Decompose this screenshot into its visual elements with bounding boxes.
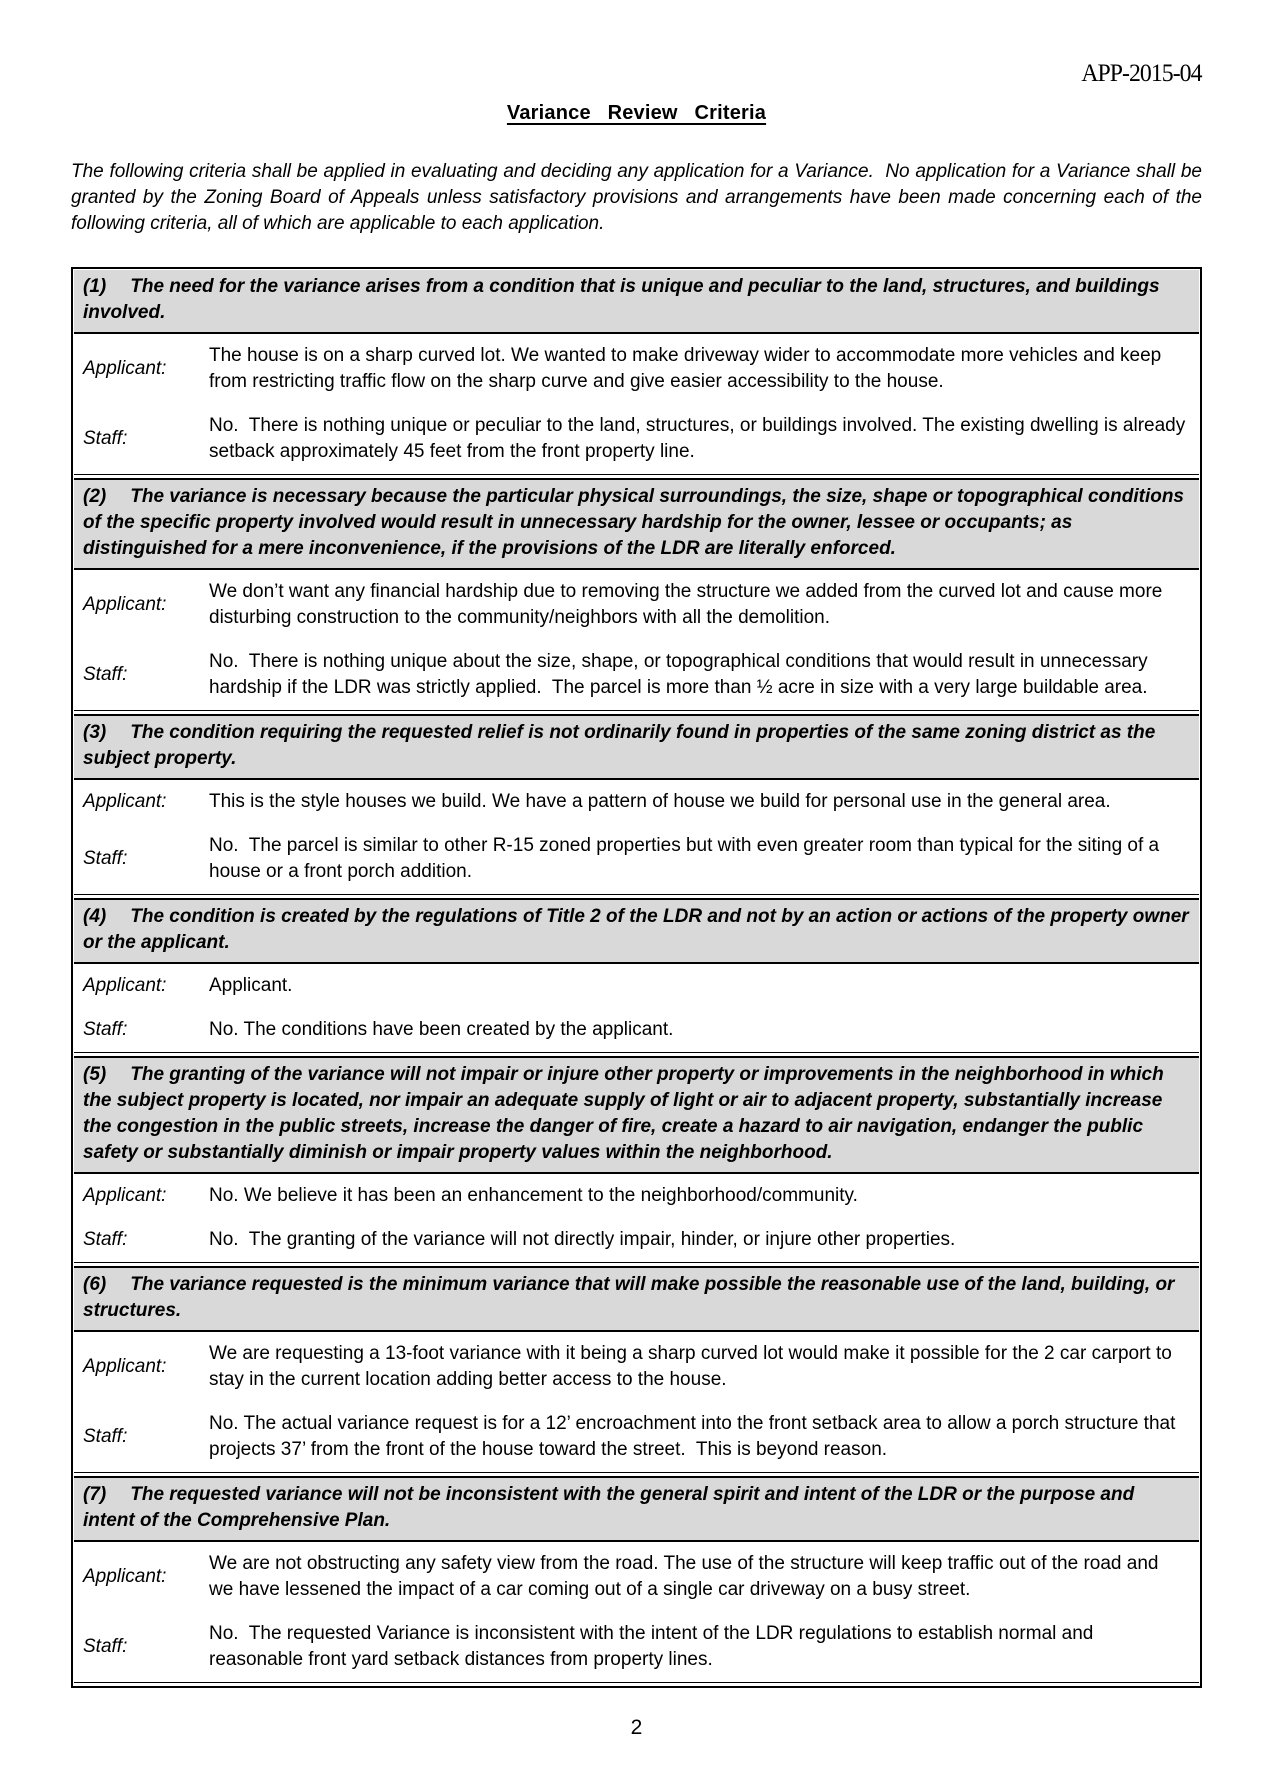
applicant-response: The house is on a sharp curved lot. We wanted to make driveway wider to accommodate more vehicles and keep from restricting traffic flow on the sharp curve and give easier accessibility to the house. bbox=[209, 345, 1167, 392]
criterion-text: The condition requiring the requested relief is not ordinarily found in properties of the same zoning district as the subject property. bbox=[83, 722, 1161, 769]
criterion-section-2 bbox=[74, 478, 1199, 711]
applicant-row bbox=[74, 334, 1199, 404]
criterion-section-6 bbox=[74, 1266, 1199, 1473]
applicant-row bbox=[74, 780, 1199, 824]
applicant-response: No. We believe it has been an enhancement to the neighborhood/community. bbox=[209, 1185, 858, 1206]
staff-row bbox=[74, 640, 1199, 710]
staff-row bbox=[74, 1612, 1199, 1682]
criterion-number: (3) bbox=[83, 722, 107, 743]
page-title: Variance Review Criteria bbox=[506, 102, 767, 124]
staff-label: Staff: bbox=[83, 1229, 128, 1250]
staff-label: Staff: bbox=[83, 1426, 128, 1447]
criteria-table bbox=[71, 267, 1202, 1688]
staff-row bbox=[74, 1402, 1199, 1472]
staff-response: No. The requested Variance is inconsistent with the intent of the LDR regulations to establish normal and reasonable front yard setback distances from property lines. bbox=[209, 1623, 1099, 1670]
staff-row bbox=[74, 404, 1199, 474]
criterion-text: The variance is necessary because the particular physical surroundings, the size, shape or topographical conditions of the specific property involved would result in unnecessary hardship for the owner, lessee or occupants; as distinguished for a mere inconvenience, if the provisions of the LDR are literally enforced. bbox=[83, 486, 1190, 559]
criterion-text: The granting of the variance will not impair or injure other property or improvements in the neighborhood in which the subject property is located, nor impair an adequate supply of light or air to adjacent property, substantially increase the congestion in the public streets, increase the danger of fire, create a hazard to air navigation, endanger the public safety or substantially diminish or impair property values within the neighborhood. bbox=[83, 1064, 1169, 1163]
header-row bbox=[71, 60, 1202, 88]
applicant-label: Applicant: bbox=[83, 975, 167, 996]
criterion-text: The need for the variance arises from a condition that is unique and peculiar to the land, structures, and buildings involved. bbox=[83, 276, 1165, 323]
criterion-header bbox=[74, 480, 1199, 570]
criterion-number: (5) bbox=[83, 1064, 107, 1085]
applicant-response: Applicant. bbox=[209, 975, 293, 996]
criterion-section-3 bbox=[74, 714, 1199, 895]
applicant-row bbox=[74, 1332, 1199, 1402]
criterion-header bbox=[74, 900, 1199, 964]
criterion-section-7 bbox=[74, 1476, 1199, 1683]
staff-row bbox=[74, 1008, 1199, 1052]
criterion-header bbox=[74, 1478, 1199, 1542]
staff-response: No. There is nothing unique or peculiar to the land, structures, or buildings involved. The existing dwelling is already setback approximately 45 feet from the front property line. bbox=[209, 415, 1191, 462]
staff-response: No. The conditions have been created by the applicant. bbox=[209, 1019, 674, 1040]
staff-label: Staff: bbox=[83, 664, 128, 685]
applicant-row bbox=[74, 1542, 1199, 1612]
page-number: 2 bbox=[630, 1716, 643, 1739]
applicant-row bbox=[74, 570, 1199, 640]
criterion-section-1 bbox=[74, 270, 1199, 475]
applicant-label: Applicant: bbox=[83, 1566, 167, 1587]
applicant-response: This is the style houses we build. We have a pattern of house we build for personal use in the general area. bbox=[209, 791, 1111, 812]
criterion-header bbox=[74, 270, 1199, 334]
staff-label: Staff: bbox=[83, 428, 128, 449]
criterion-text: The variance requested is the minimum variance that will make possible the reasonable use of the land, building, or structures. bbox=[83, 1274, 1180, 1321]
staff-label: Staff: bbox=[83, 1019, 128, 1040]
criterion-text: The condition is created by the regulations of Title 2 of the LDR and not by an action or actions of the property owner or the applicant. bbox=[83, 906, 1194, 953]
staff-response: No. The granting of the variance will not directly impair, hinder, or injure other properties. bbox=[209, 1229, 956, 1250]
criterion-number: (6) bbox=[83, 1274, 107, 1295]
criterion-number: (4) bbox=[83, 906, 107, 927]
criterion-section-5 bbox=[74, 1056, 1199, 1263]
applicant-response: We are not obstructing any safety view from the road. The use of the structure will keep traffic out of the road and we have lessened the impact of a car coming out of a single car driveway on a busy street. bbox=[209, 1553, 1164, 1600]
staff-row bbox=[74, 1218, 1199, 1262]
applicant-row bbox=[74, 1174, 1199, 1218]
staff-response: No. The parcel is similar to other R-15 zoned properties but with even greater room than typical for the siting of a house or a front porch addition. bbox=[209, 835, 1165, 882]
applicant-label: Applicant: bbox=[83, 594, 167, 615]
staff-response: No. The actual variance request is for a 12’ encroachment into the front setback area to allow a porch structure that projects 37’ from the front of the house toward the street. This is beyond reason. bbox=[209, 1413, 1181, 1460]
criterion-header bbox=[74, 716, 1199, 780]
criterion-header bbox=[74, 1268, 1199, 1332]
staff-row bbox=[74, 824, 1199, 894]
applicant-label: Applicant: bbox=[83, 1185, 167, 1206]
applicant-label: Applicant: bbox=[83, 791, 167, 812]
criterion-number: (7) bbox=[83, 1484, 107, 1505]
applicant-label: Applicant: bbox=[83, 1356, 167, 1377]
criterion-text: The requested variance will not be inconsistent with the general spirit and intent of the LDR or the purpose and intent of the Comprehensive Plan. bbox=[83, 1484, 1140, 1531]
applicant-label: Applicant: bbox=[83, 358, 167, 379]
criterion-header bbox=[74, 1058, 1199, 1174]
applicant-response: We are requesting a 13-foot variance with it being a sharp curved lot would make it possible for the 2 car carport to stay in the current location adding better access to the house. bbox=[209, 1343, 1178, 1390]
staff-label: Staff: bbox=[83, 1636, 128, 1657]
staff-response: No. There is nothing unique about the size, shape, or topographical conditions that would result in unnecessary hardship if the LDR was strictly applied. The parcel is more than ½ acre in size with a very large buildable area. bbox=[209, 651, 1153, 698]
applicant-row bbox=[74, 964, 1199, 1008]
applicant-response: We don’t want any financial hardship due to removing the structure we added from the curved lot and cause more disturbing construction to the community/neighbors with all the demolition. bbox=[209, 581, 1168, 628]
title-row bbox=[71, 102, 1202, 125]
staff-label: Staff: bbox=[83, 848, 128, 869]
criterion-section-4 bbox=[74, 898, 1199, 1053]
application-number: APP-2015-04 bbox=[1081, 60, 1202, 87]
criterion-number: (1) bbox=[83, 276, 107, 297]
criterion-number: (2) bbox=[83, 486, 107, 507]
intro-paragraph: The following criteria shall be applied in evaluating and deciding any application for a Variance. No application for a Variance shall be granted by the Zoning Board of Appeals unless satisfactory provisions and arrangements have been made concerning each of the following criteria, all of which are applicable to each application. bbox=[71, 161, 1208, 234]
